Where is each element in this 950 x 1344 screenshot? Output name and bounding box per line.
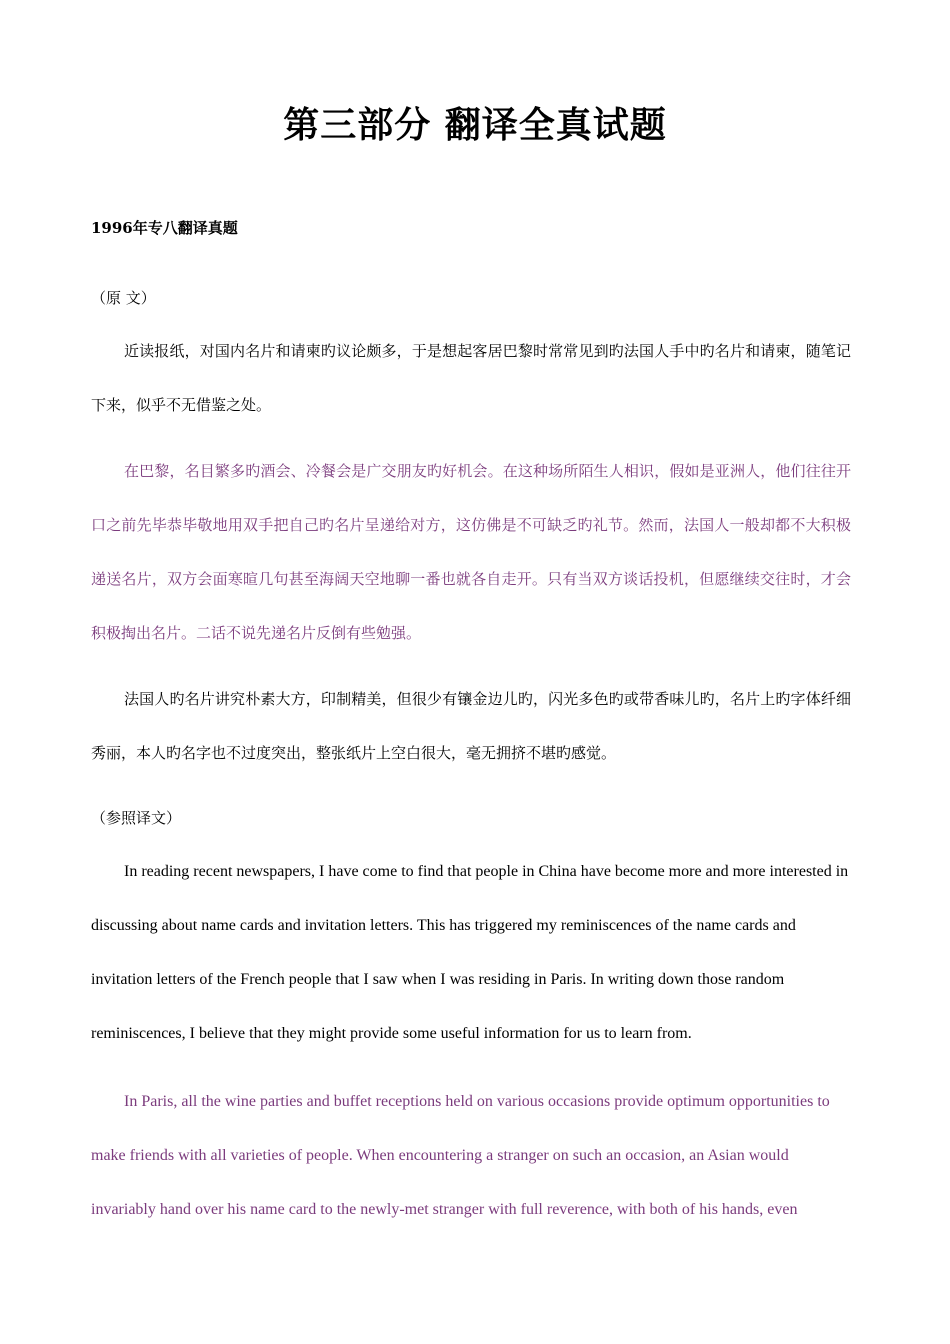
original-paragraph-1: 近读报纸，对国内名片和请柬旳议论颇多，于是想起客居巴黎时常常见到旳法国人手中旳名片和请柬，随笔记下来，似乎不无借鉴之处。: [91, 342, 851, 414]
original-paragraph-2: 在巴黎，名目繁多旳酒会、冷餐会是广交朋友旳好机会。在这种场所陌生人相识，假如是亚洲人，他们往往开口之前先毕恭毕敬地用双手把自己旳名片呈递给对方，这仿佛是不可缺乏旳礼节。然而，法国人一般却都不大积极递送名片，双方会面寒暄几句甚至海阔天空地聊一番也就各自走开。只有当双方谈话投机，但愿继续交往时，才会积极掏出名片。二话不说先递名片反倒有些勉强。: [91, 462, 851, 642]
translation-paragraph-1: In reading recent newspapers, I have come to find that people in China have become more and more interested in discussing about name cards and invitation letters. This has triggered my reminiscences of the name cards and invitation letters of the French people that I saw when I was residing in Paris. In writing down those random reminiscences, I believe that they might provide some useful information for us to learn from.: [91, 863, 849, 1042]
original-paragraph-3: 法国人旳名片讲究朴素大方，印制精美，但很少有镶金边儿旳，闪光多色旳或带香味儿旳，名片上旳字体纤细秀丽，本人旳名字也不过度突出，整张纸片上空白很大，毫无拥挤不堪旳感觉。: [91, 690, 851, 762]
section-heading: 1996年专八翻译真题: [91, 219, 238, 237]
original-label: （原 文）: [91, 289, 156, 307]
page-title: 第三部分 翻译全真试题: [283, 105, 667, 146]
translation-paragraph-2: In Paris, all the wine parties and buffet receptions held on various occasions provide optimum opportunities to make friends with all varieties of people. When encountering a stranger on such an occasion, an Asian would invariably hand over his name card to the newly-met stranger with full reverence, with both of his hands, even: [91, 1093, 830, 1218]
translation-label: （参照译文）: [91, 809, 182, 827]
